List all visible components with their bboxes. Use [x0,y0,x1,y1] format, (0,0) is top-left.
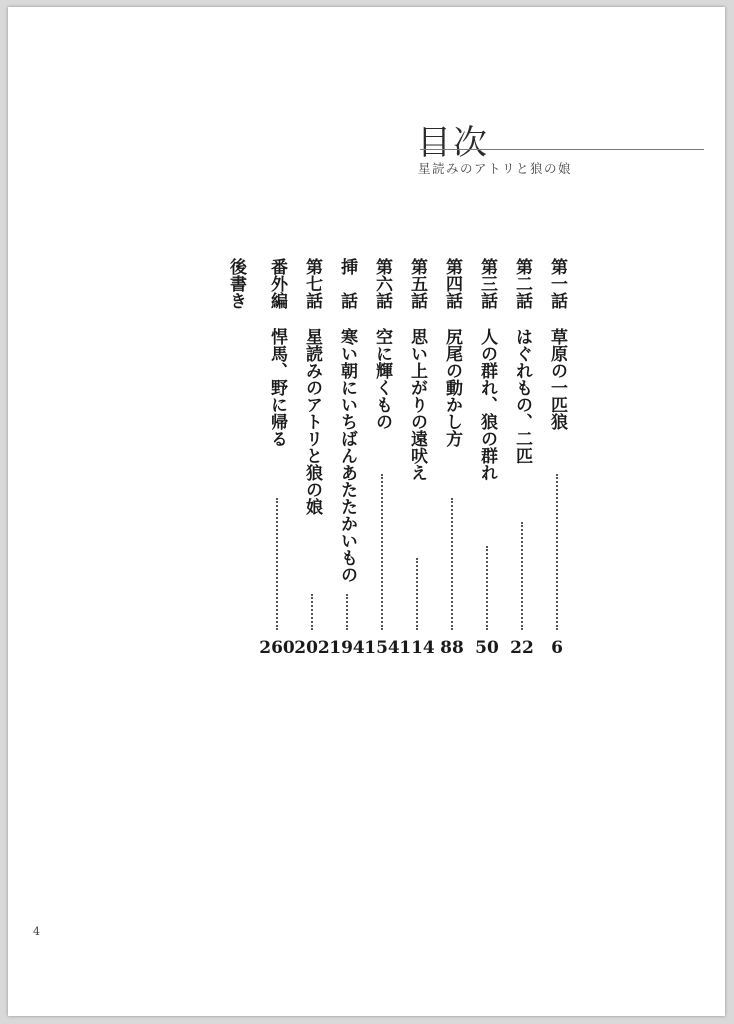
page-ref: 114 [399,638,435,658]
chapter-title: 思い上がりの遠吠え [407,328,427,481]
toc-entry-afterword [224,258,248,658]
chapter-label: 第二話 [512,258,532,309]
document-page [8,7,725,1016]
leader-dots [451,498,453,630]
chapter-title: 尻尾の動かし方 [442,328,462,447]
page-ref: 194 [329,638,365,658]
chapter-title: はぐれもの、二匹 [512,328,532,464]
leader-dots [346,594,348,630]
chapter-title: 悍馬、野に帰る [267,328,287,447]
leader-dots [416,558,418,630]
leader-dots [556,474,558,630]
chapter-label: 第七話 [302,258,322,309]
leader-dots [276,498,278,630]
chapter-title: 空に輝くもの [372,328,392,430]
chapter-label: 第四話 [442,258,462,309]
leader-dots [521,522,523,630]
chapter-title: 星読みのアトリと狼の娘 [302,328,322,515]
page-ref: 6 [551,638,563,658]
toc-subtitle: 星読みのアトリと狼の娘 [418,161,573,176]
chapter-label: 挿 話 [337,258,357,309]
toc-entry [440,258,464,658]
title-divider [420,149,704,150]
toc-entry [364,258,400,658]
leader-dots [486,546,488,630]
page-ref: 88 [440,638,464,658]
chapter-label: 第五話 [407,258,427,309]
chapter-title: 寒い朝にいちばんあたたかいもの [337,328,357,583]
page-ref: 260 [259,638,295,658]
page-ref: 22 [510,638,534,658]
leader-dots [311,594,313,630]
leader-dots [381,474,383,630]
chapter-label: 第一話 [547,258,567,309]
toc-entry [510,258,534,658]
toc-entry [545,258,569,658]
toc-entry [329,258,365,658]
toc-entry [475,258,499,658]
chapter-label: 番外編 [267,258,287,309]
chapter-title: 草原の一匹狼 [547,328,567,430]
toc-entry [259,258,295,658]
page-ref: 154 [364,638,400,658]
chapter-label: 第六話 [372,258,392,309]
chapter-title: 人の群れ、狼の群れ [477,328,497,481]
chapter-label: 第三話 [477,258,497,309]
page-ref: 202 [294,638,330,658]
toc-title: 目次 [417,123,489,163]
chapter-label: 後書き [226,258,246,309]
page-number: 4 [33,925,40,938]
toc-entry [399,258,435,658]
page-ref: 50 [475,638,499,658]
toc-entry [294,258,330,658]
